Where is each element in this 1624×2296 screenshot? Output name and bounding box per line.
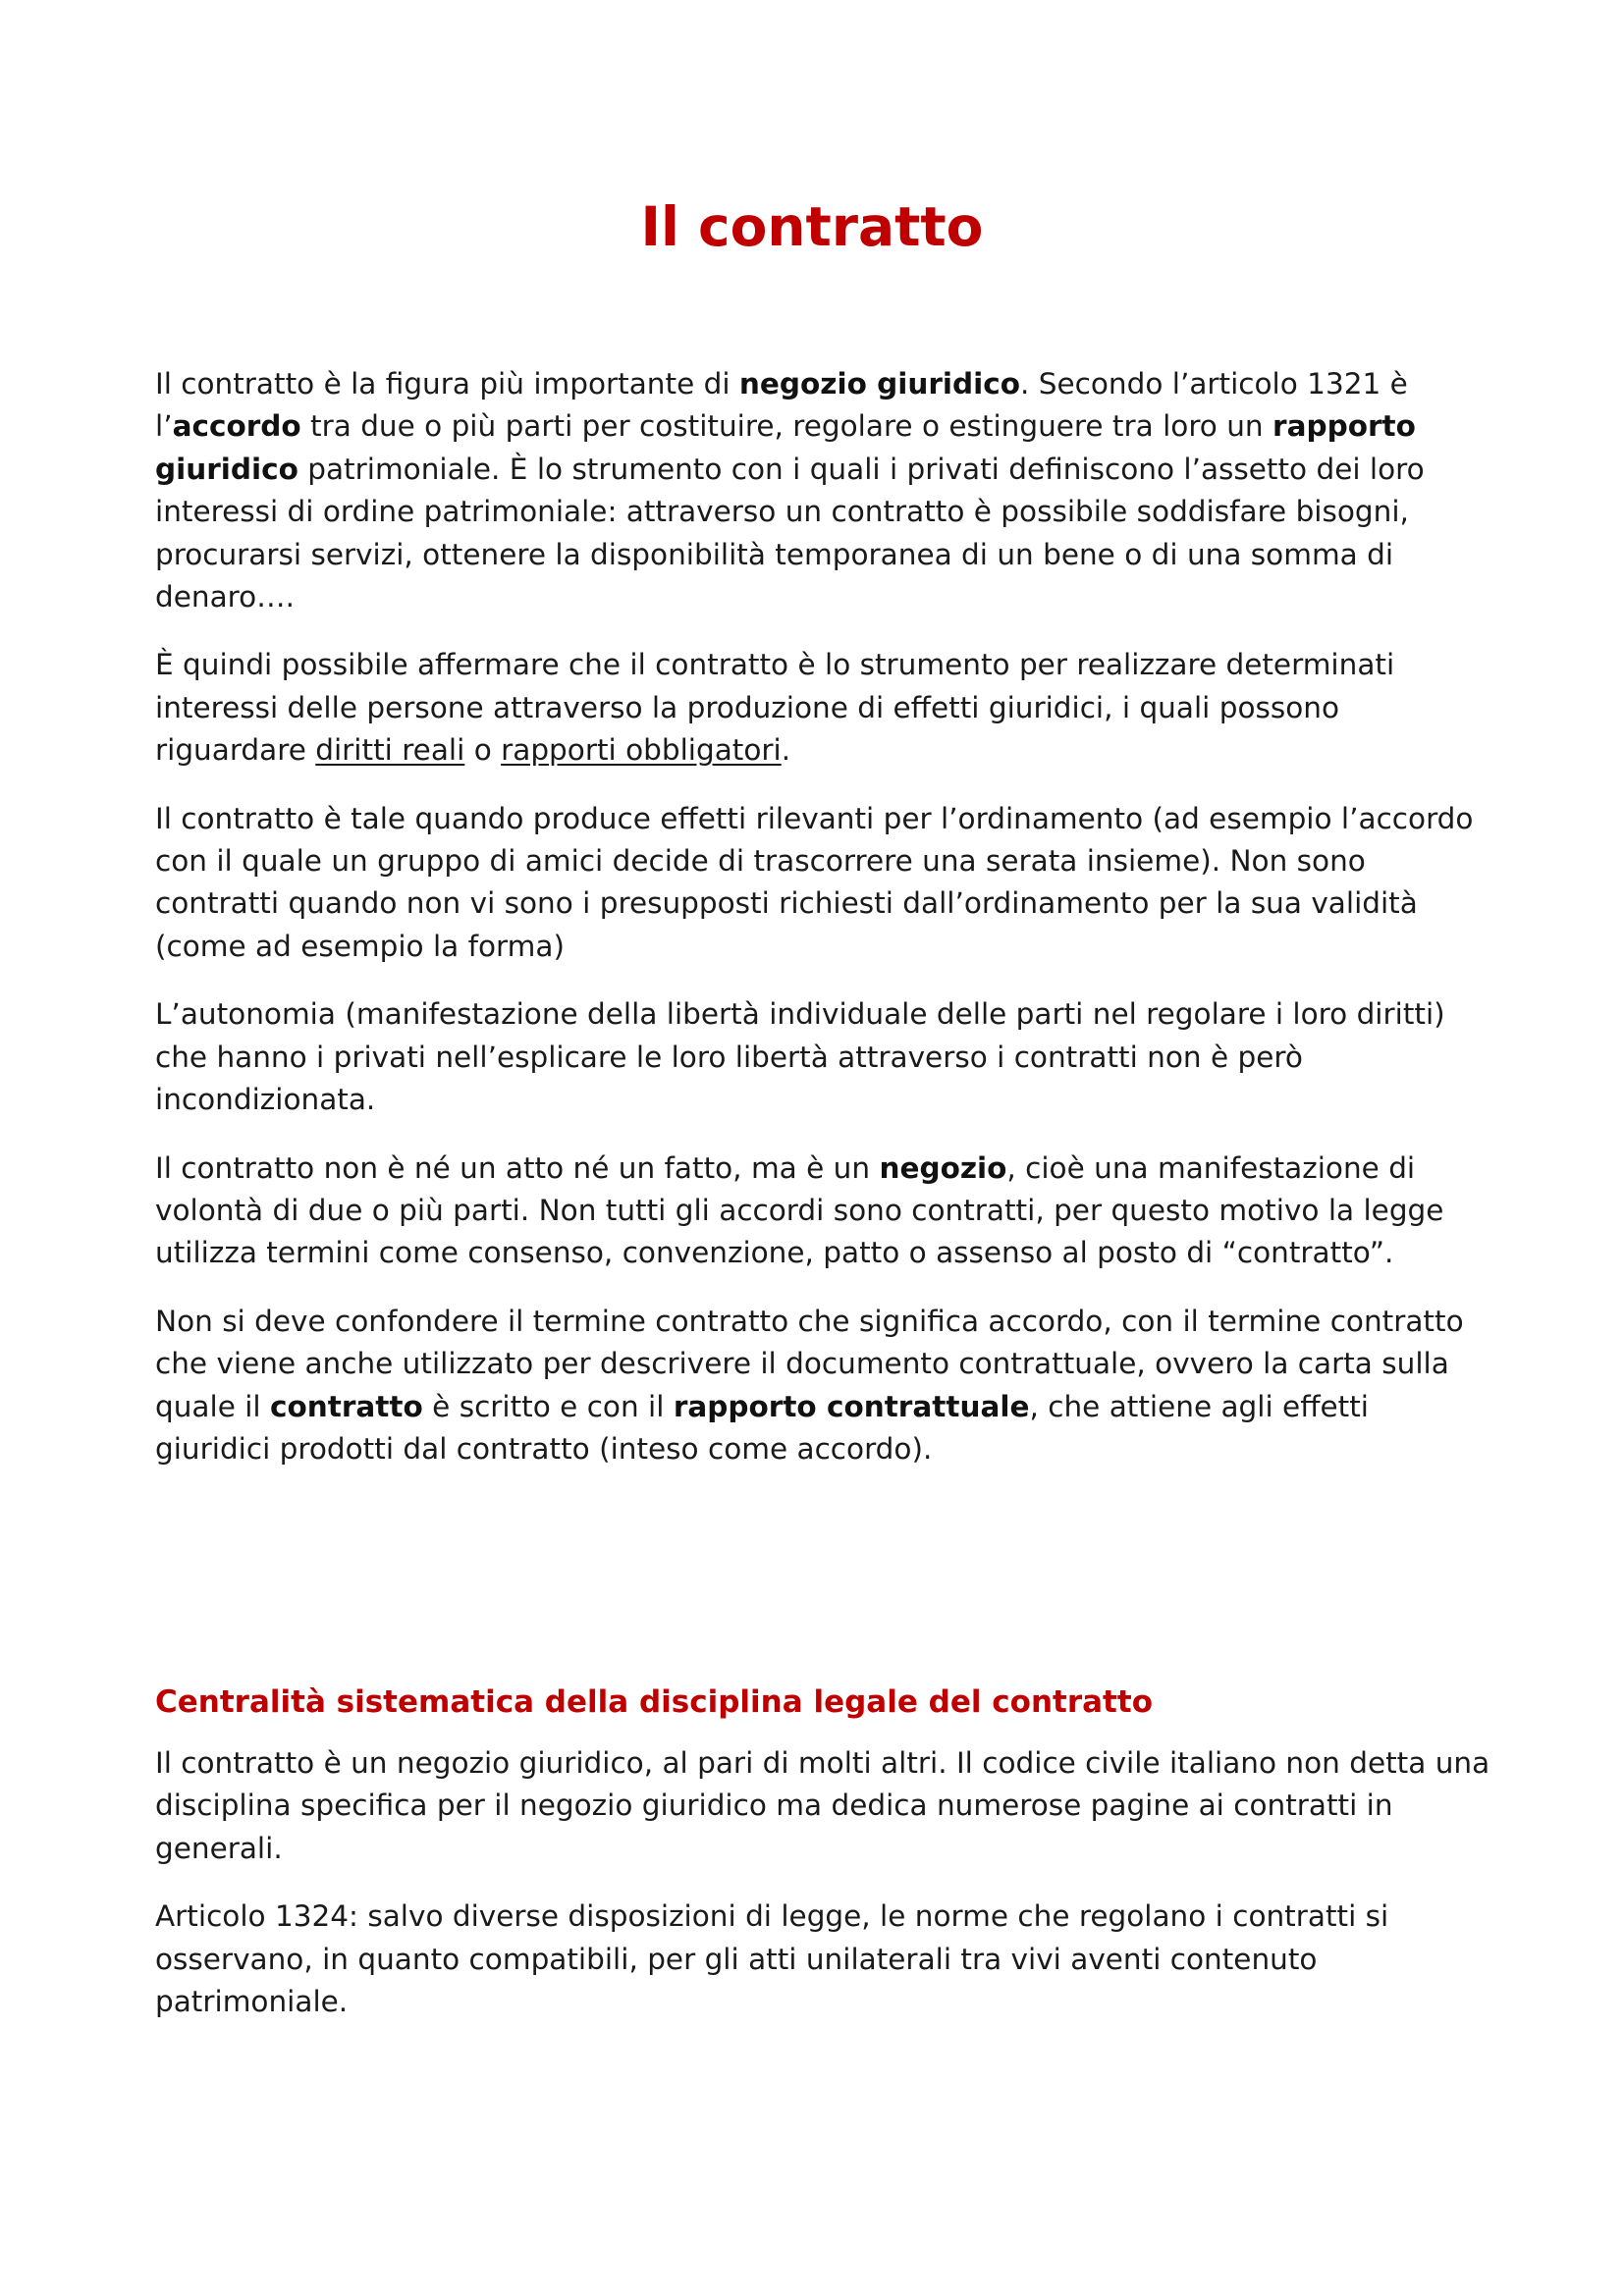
centralita-section [155, 1680, 1490, 2049]
text-run: Il contratto non è né un atto né un fatto, ma è un [155, 1150, 880, 1185]
text-run: . Secondo l’articolo 1321 è l’ [155, 367, 1408, 444]
text-run: Non si deve confondere il termine contratto che significa accordo, con il termine contratto che viene anche utilizzato per descrivere il documento contrattuale, ovvero la carta sulla quale il [155, 1304, 1464, 1423]
text-run: tra due o più parti per costituire, regolare o estinguere tra loro un [300, 409, 1273, 444]
text-run: o [464, 733, 502, 768]
paragraph-negozio-giuridico: Il contratto è un negozio giuridico, al pari di molti altri. Il codice civile italiano non detta una disciplina specifica per il negozio giuridico ma dedica numerose pagine ai contratti in generali. [155, 1746, 1490, 1865]
text-run: Il contratto è la figura più importante di [155, 367, 739, 400]
underlined-term-diritti-reali: diritti reali [315, 733, 465, 768]
text-run: , che attiene agli effetti giuridici prodotti dal contratto (inteso come accordo). [155, 1389, 1370, 1466]
paragraph-distinzione [155, 1301, 1490, 1471]
bold-term-rapporto-giuridico: rapporto giuridico [155, 409, 1416, 486]
page-title: Il contratto [640, 195, 984, 258]
paragraph-definition [155, 363, 1490, 618]
bold-term-accordo: accordo [172, 409, 301, 444]
paragraph-effetti-giuridici [155, 644, 1490, 772]
section-heading: Centralità sistematica della disciplina legale del contratto [155, 1684, 1153, 1720]
text-run: è scritto e con il [422, 1389, 674, 1423]
text-run: È quindi possibile affermare che il contratto è lo strumento per realizzare determinati interessi delle persone attraverso la produzione di effetti giuridici, i quali possono riguardare [155, 648, 1395, 768]
text-run: , cioè una manifestazione di volontà di due o più parti. Non tutti gli accordi sono contratti, per questo motivo la legge utilizza termini come consenso, convenzione, patto o assenso al posto di “contratto”. [155, 1150, 1444, 1270]
paragraph-rilevanza: Il contratto è tale quando produce effetti rilevanti per l’ordinamento (ad esempio l’accordo con il quale un gruppo di amici decide di trascorrere una serata insieme). Non sono contratti quando non vi sono i presupposti richiesti dall’ordinamento per la sua validità (come ad esempio la forma) [155, 801, 1474, 963]
bold-term-negozio-giuridico: negozio giuridico [738, 367, 1020, 400]
paragraph-articolo-1324: Articolo 1324: salvo diverse disposizioni di legge, le norme che regolano i contratti si osservano, in quanto compatibili, per gli atti unilaterali tra vivi aventi contenuto patrimoniale. [155, 1899, 1389, 2019]
paragraph-autonomia: L’autonomia (manifestazione della libertà individuale delle parti nel regolare i loro diritti) che hanno i privati nell’esplicare le loro libertà attraverso i contratti non è però incondizionata. [155, 997, 1445, 1117]
paragraph-negozio [155, 1148, 1490, 1275]
bold-term-contratto: contratto [270, 1389, 423, 1423]
text-run: patrimoniale. È lo strumento con i quali i privati definiscono l’assetto dei loro interessi di ordine patrimoniale: attraverso un contratto è possibile soddisfare bisogni, procurarsi servizi, ottenere la disponibilità temporanea di un bene o di una somma di denaro…. [155, 452, 1425, 614]
bold-term-rapporto-contrattuale: rapporto contrattuale [673, 1389, 1030, 1423]
intro-section [155, 363, 1490, 1496]
underlined-term-rapporti-obbligatori: rapporti obbligatori [501, 733, 782, 768]
text-run: . [781, 733, 791, 768]
bold-term-negozio: negozio [879, 1150, 1007, 1185]
